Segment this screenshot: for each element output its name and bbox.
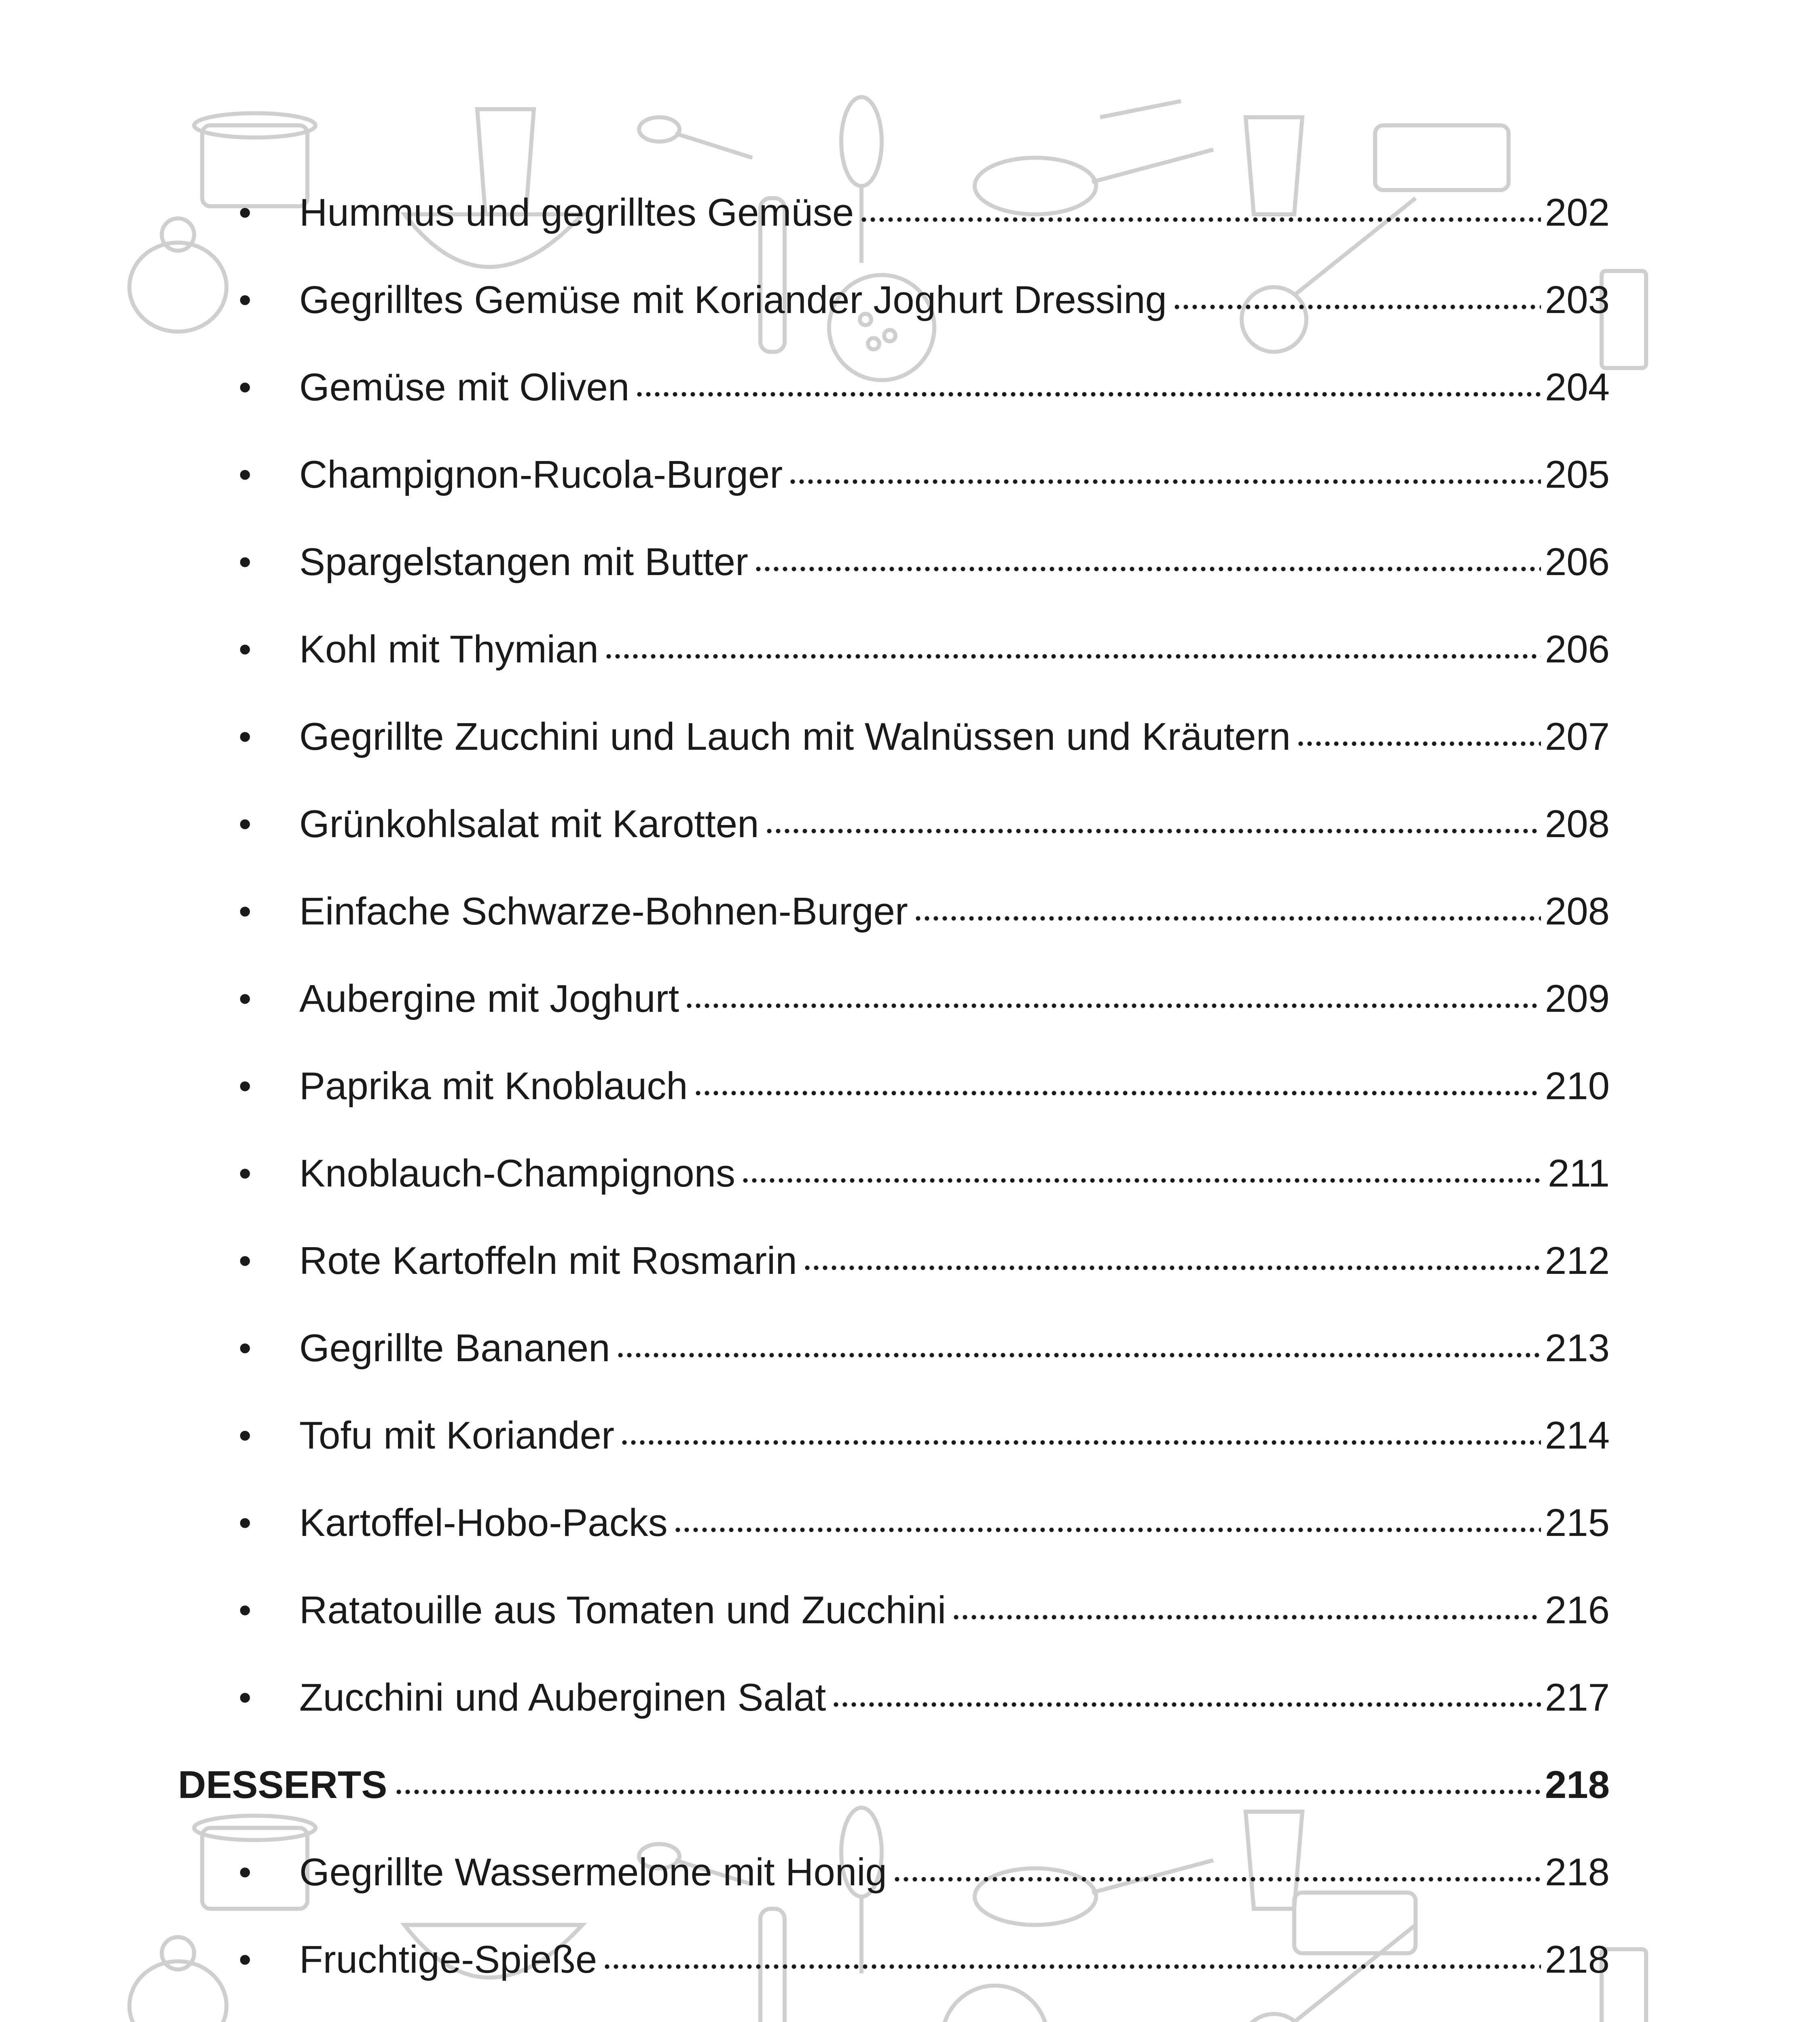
toc-page-number: 214 xyxy=(1545,1414,1610,1457)
toc-page-number: 206 xyxy=(1545,540,1610,584)
toc-page-number: 208 xyxy=(1545,890,1610,933)
toc-dot-leader xyxy=(604,652,1541,660)
toc-page-number: 215 xyxy=(1545,1501,1610,1544)
toc-dot-leader xyxy=(803,1264,1541,1272)
bullet-icon: • xyxy=(239,717,252,757)
bullet-icon: • xyxy=(239,367,252,408)
toc-entry[interactable] xyxy=(239,1654,1610,1741)
toc-entry-title: Gemüse mit Oliven xyxy=(299,366,630,409)
toc-page-number: 202 xyxy=(1545,191,1610,234)
toc-entry-title: Tofu mit Koriander xyxy=(299,1414,615,1457)
toc-page-number: 217 xyxy=(1545,1676,1610,1719)
toc-page-number: 218 xyxy=(1545,1763,1610,1806)
toc-entry-title: Spargelstangen mit Butter xyxy=(299,540,748,584)
toc-dot-leader xyxy=(832,1701,1541,1709)
toc-list-desserts xyxy=(239,1829,1610,2022)
bullet-icon: • xyxy=(239,542,252,582)
toc-dot-leader xyxy=(754,565,1541,573)
toc-entry[interactable] xyxy=(239,2003,1610,2022)
toc-entry[interactable] xyxy=(239,344,1610,431)
toc-entry[interactable] xyxy=(239,1217,1610,1305)
bullet-icon: • xyxy=(239,1940,252,1980)
toc-entry[interactable] xyxy=(239,518,1610,606)
toc-entry-title: Champignon-Rucola-Burger xyxy=(299,453,783,496)
toc-entry[interactable] xyxy=(239,169,1610,256)
toc-entry-title: Ratatouille aus Tomaten und Zucchini xyxy=(299,1588,946,1632)
toc-page-number: 211 xyxy=(1547,1152,1610,1195)
toc-entry-title: Kohl mit Thymian xyxy=(299,628,599,671)
toc-dot-leader xyxy=(620,1438,1541,1447)
toc-entry[interactable] xyxy=(239,1043,1610,1130)
toc-list xyxy=(239,169,1610,1741)
toc-dot-leader xyxy=(616,1351,1541,1359)
toc-page-number: 216 xyxy=(1545,1588,1610,1632)
toc-dot-leader xyxy=(859,216,1541,224)
toc-dot-leader xyxy=(673,1526,1541,1534)
toc-dot-leader xyxy=(635,390,1541,398)
bullet-icon: • xyxy=(239,1677,252,1718)
bullet-icon: • xyxy=(239,629,252,670)
toc-entry[interactable] xyxy=(239,780,1610,868)
toc-entry[interactable] xyxy=(239,955,1610,1043)
toc-dot-leader xyxy=(603,1963,1541,1971)
toc-dot-leader xyxy=(765,827,1541,835)
toc-entry-title: Einfache Schwarze-Bohnen-Burger xyxy=(299,890,908,933)
toc-entry-title: Hummus und gegrilltes Gemüse xyxy=(299,191,854,234)
bullet-icon: • xyxy=(239,1328,252,1368)
toc-page-number: 210 xyxy=(1545,1064,1610,1108)
toc-entry[interactable] xyxy=(239,1479,1610,1567)
bullet-icon: • xyxy=(239,979,252,1019)
toc-entry-title: Gegrilltes Gemüse mit Koriander Joghurt Dressing xyxy=(299,278,1167,321)
toc-dot-leader xyxy=(788,478,1541,486)
bullet-icon: • xyxy=(239,192,252,233)
toc-page-number: 218 xyxy=(1545,1851,1610,1894)
toc-section-desserts[interactable] xyxy=(178,1741,1610,1829)
toc-entry-title: Zucchini und Auberginen Salat xyxy=(299,1676,826,1719)
toc-entry-title: Aubergine mit Joghurt xyxy=(299,977,679,1020)
toc-dot-leader xyxy=(952,1613,1541,1621)
toc-page-number: 208 xyxy=(1545,802,1610,846)
teapot-icon xyxy=(129,1937,226,2022)
bullet-icon: • xyxy=(239,1153,252,1194)
toc-entry[interactable] xyxy=(239,1392,1610,1479)
toc-entry[interactable] xyxy=(239,868,1610,955)
bullet-icon: • xyxy=(239,455,252,495)
toc-page-number: 205 xyxy=(1545,453,1610,496)
toc-dot-leader xyxy=(394,1788,1541,1796)
toc-entry-title: Grünkohlsalat mit Karotten xyxy=(299,802,759,846)
toc-entry-title: Kartoffel-Hobo-Packs xyxy=(299,1501,668,1544)
toc-page-number: 204 xyxy=(1545,366,1610,409)
toc-entry[interactable] xyxy=(239,1130,1610,1217)
toc-page-number: 207 xyxy=(1545,715,1610,758)
toc-entry-title: Gegrillte Wassermelone mit Honig xyxy=(299,1851,887,1894)
toc-page-number: 203 xyxy=(1545,278,1610,321)
toc-page-number: 218 xyxy=(1545,1938,1610,1981)
toc-page-number: 212 xyxy=(1545,1239,1610,1282)
toc-entry-title: Knoblauch-Champignons xyxy=(299,1152,736,1195)
toc-page-number: 206 xyxy=(1545,628,1610,671)
toc-entry-title: Gegrillte Zucchini und Lauch mit Walnüssen und Kräutern xyxy=(299,715,1291,758)
teapot-icon xyxy=(129,218,226,332)
toc-entry[interactable] xyxy=(239,1567,1610,1654)
bullet-icon: • xyxy=(239,804,252,844)
toc-entry[interactable] xyxy=(239,1916,1610,2003)
bullet-icon: • xyxy=(239,1503,252,1543)
toc-dot-leader xyxy=(1172,303,1541,311)
toc-dot-leader xyxy=(914,914,1541,922)
bullet-icon: • xyxy=(239,1852,252,1893)
toc-entry[interactable] xyxy=(239,256,1610,344)
knife-icon xyxy=(1100,101,1181,117)
bullet-icon: • xyxy=(239,1241,252,1281)
table-of-contents xyxy=(178,169,1610,2022)
toc-entry[interactable] xyxy=(239,431,1610,518)
bullet-icon: • xyxy=(239,1415,252,1456)
toc-dot-leader xyxy=(1296,740,1541,748)
toc-entry[interactable] xyxy=(239,1829,1610,1916)
toc-page-number: 209 xyxy=(1545,977,1610,1020)
toc-entry[interactable] xyxy=(239,693,1610,780)
spoon-icon xyxy=(639,117,752,158)
toc-entry-title: Rote Kartoffeln mit Rosmarin xyxy=(299,1239,797,1282)
bullet-icon: • xyxy=(239,1590,252,1631)
toc-section-title: DESSERTS xyxy=(178,1763,387,1806)
toc-entry-title: Paprika mit Knoblauch xyxy=(299,1064,688,1108)
toc-dot-leader xyxy=(685,1002,1541,1010)
bullet-icon: • xyxy=(239,280,252,320)
toc-dot-leader xyxy=(741,1176,1544,1184)
toc-dot-leader xyxy=(694,1089,1541,1097)
bullet-icon: • xyxy=(239,891,252,932)
bullet-icon: • xyxy=(239,1066,252,1106)
toc-dot-leader xyxy=(893,1875,1541,1883)
toc-entry-title: Fruchtige-Spieße xyxy=(299,1938,597,1981)
toc-entry[interactable] xyxy=(239,1305,1610,1392)
toc-page-number: 213 xyxy=(1545,1326,1610,1370)
toc-entry[interactable] xyxy=(239,606,1610,693)
toc-entry-title: Gegrillte Bananen xyxy=(299,1326,610,1370)
